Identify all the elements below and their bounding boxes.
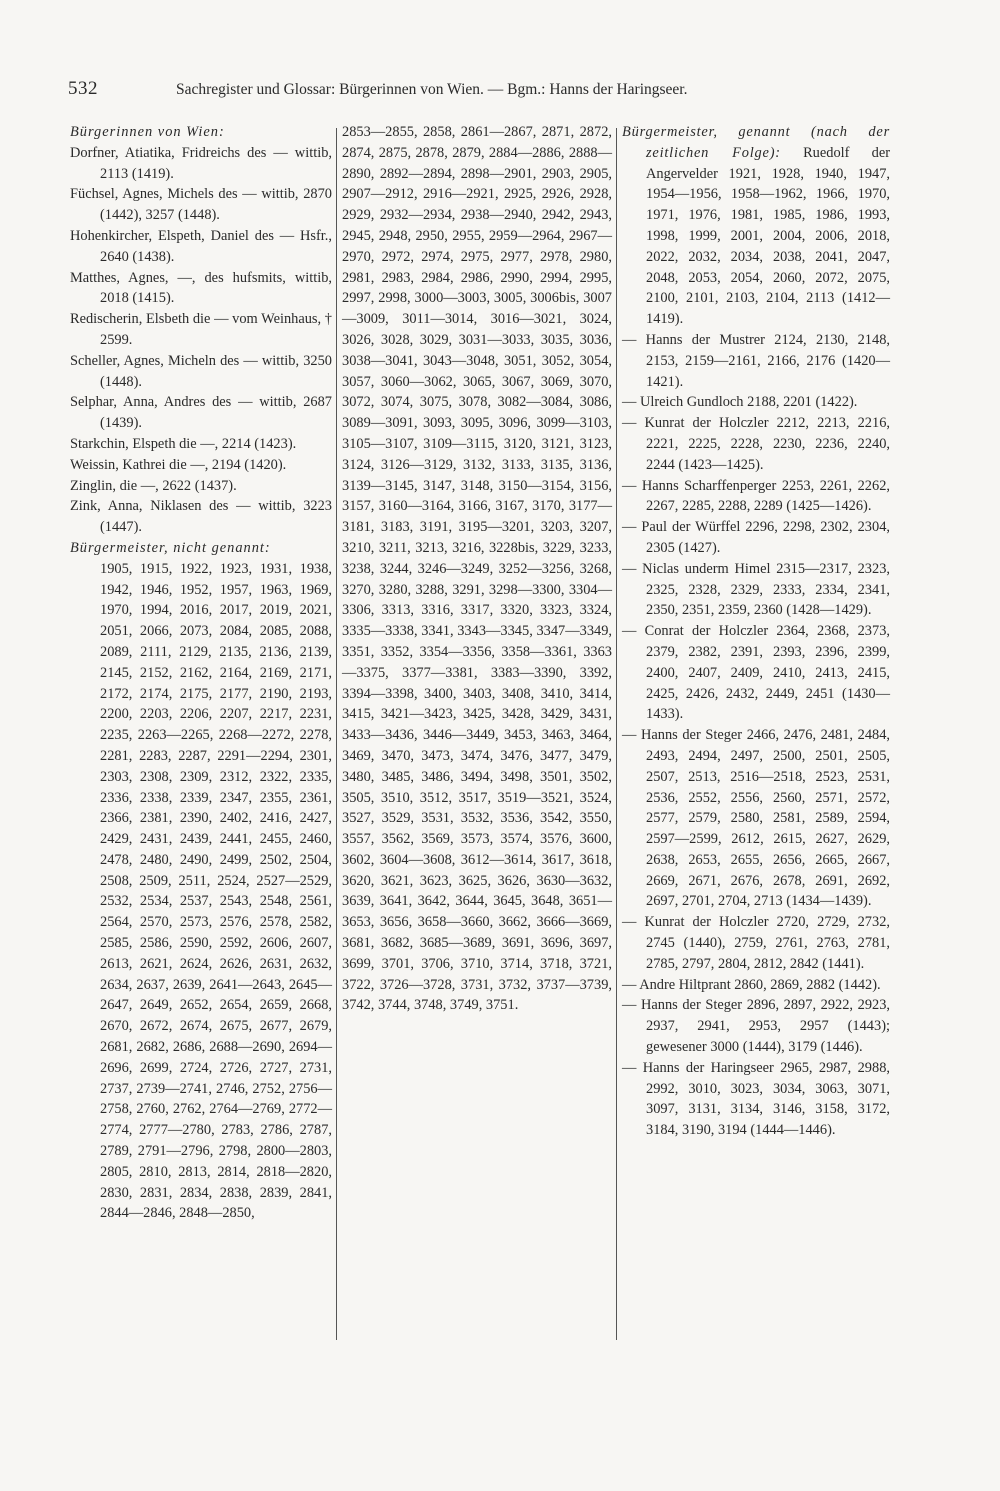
index-entry: Scheller, Agnes, Micheln des — wittib, 3250 (1448). bbox=[70, 352, 332, 390]
index-entry: Hohenkircher, Elspeth, Daniel des — Hsfr., 2640 (1438). bbox=[70, 227, 332, 265]
index-entry: Zink, Anna, Niklasen des — wittib, 3223 (1447). bbox=[70, 498, 332, 536]
number-list-continued: 2853—2855, 2858, 2861—2867, 2871, 2872, 2874, 2875, 2878, 2879, 2884—2886, 2888—2890, 2892—2894, 2898—2901, 2903, 2905, 2907—2912, 2916—2921, 2925, 2926, 2928, 2929, 2932—2934, 2938—2940, 2942, 2943, 2945, 2948, 2950, 2955, 2959—2964, 2967—2970, 2972, 2974, 2975, 2977, 2978, 2980, 2981, 2983, 2984, 2986, 2990, 2994, 2995, 2997, 2998, 3000—3003, 3005, 3006bis, 3007—3009, 3011—3014, 3016—3021, 3024, 3026, 3028, 3029, 3031—3033, 3035, 3036, 3038—3041, 3043—3048, 3051, 3052, 3054, 3057, 3060—3062, 3065, 3067, 3069, 3070, 3072, 3074, 3075, 3078, 3082—3084, 3086, 3089—3091, 3093, 3095, 3096, 3099—3103, 3105—3107, 3109—3115, 3120, 3121, 3123, 3124, 3126—3129, 3132, 3133, 3135, 3136, 3139—3145, 3147, 3148, 3150—3154, 3156, 3157, 3160—3164, 3166, 3167, 3170, 3177—3181, 3183, 3191, 3195—3201, 3203, 3207, 3210, 3211, 3213, 3216, 3228bis, 3229, 3233, 3238, 3244, 3246—3249, 3252—3256, 3268, 3270, 3280, 3288, 3291, 3298—3300, 3304—3306, 3313, 3316, 3317, 3320, 3323, 3324, 3335—3338, 3341, 3343—3345, 3347—3349, 3351, 3352, 3354—3356, 3358—3361, 3363—3375, 3377—3381, 3383—3390, 3392, 3394—3398, 3400, 3403, 3408, 3410, 3414, 3415, 3421—3423, 3425, 3428, 3429, 3431, 3433—3436, 3446—3449, 3453, 3463, 3464, 3469, 3470, 3473, 3474, 3476, 3477, 3479, 3480, 3485, 3486, 3494, 3498, 3501, 3502, 3505, 3510, 3512, 3517, 3519—3521, 3524, 3527, 3529, 3531, 3532, 3536, 3542, 3550, 3557, 3562, 3569, 3573, 3574, 3576, 3600, 3602, 3604—3608, 3612—3614, 3617, 3618, 3620, 3621, 3623, 3625, 3626, 3630—3632, 3639, 3641, 3642, 3644, 3645, 3648, 3651—3653, 3656, 3658—3660, 3662, 3666—3669, 3681, 3682, 3685—3689, 3691, 3696, 3697, 3699, 3701, 3706, 3710, 3714, 3718, 3721, 3722, 3726—3728, 3731, 3732, 3737—3739, 3742, 3744, 3748, 3749, 3751. bbox=[342, 124, 612, 1014]
section-title-buergermeister-genannt: Bürgermeister, genannt (nach der zeitlichen Folge): bbox=[622, 124, 890, 161]
column-divider-right bbox=[616, 128, 617, 1340]
index-entry: Füchsel, Agnes, Michels des — wittib, 2870 (1442), 3257 (1448). bbox=[70, 186, 332, 224]
running-title: Sachregister und Glossar: Bürgerinnen von Wien. — Bgm.: Hanns der Haringseer. bbox=[176, 81, 688, 98]
mayor-entry: — Andre Hiltprant 2860, 2869, 2882 (1442). bbox=[622, 976, 881, 993]
column-middle bbox=[342, 122, 612, 1016]
mayor-entry: — Paul der Würffel 2296, 2298, 2302, 2304, 2305 (1427). bbox=[622, 519, 890, 556]
mayor-entry: — Kunrat der Holczler 2720, 2729, 2732, 2745 (1440), 2759, 2761, 2763, 2781, 2785, 2797, 2804, 2812, 2842 (1441). bbox=[622, 914, 890, 972]
index-entry: Redischerin, Elsbeth die — vom Weinhaus, † 2599. bbox=[70, 311, 332, 348]
index-entry: Matthes, Agnes, —, des hufsmits, wittib, 2018 (1415). bbox=[70, 269, 332, 307]
mayor-entry: — Hanns der Steger 2466, 2476, 2481, 2484, 2493, 2494, 2497, 2500, 2501, 2505, 2507, 2513, 2516—2518, 2523, 2531, 2536, 2552, 2556, 2560, 2571, 2572, 2577, 2579, 2580, 2581, 2589, 2594, 2597—2599, 2612, 2615, 2627, 2629, 2638, 2653, 2655, 2656, 2665, 2667, 2669, 2671, 2676, 2678, 2691, 2692, 2697, 2701, 2704, 2713 (1434—1439). bbox=[622, 727, 890, 910]
number-list: 1905, 1915, 1922, 1923, 1931, 1938, 1942, 1946, 1952, 1957, 1963, 1969, 1970, 1994, 2016, 2017, 2019, 2021, 2051, 2066, 2073, 2084, 2085, 2088, 2089, 2111, 2129, 2135, 2136, 2139, 2145, 2152, 2162, 2164, 2169, 2171, 2172, 2174, 2175, 2177, 2190, 2193, 2200, 2203, 2206, 2207, 2217, 2231, 2235, 2263—2265, 2268—2272, 2278, 2281, 2283, 2287, 2291—2294, 2301, 2303, 2308, 2309, 2312, 2322, 2335, 2336, 2338, 2339, 2347, 2355, 2361, 2366, 2381, 2390, 2402, 2416, 2427, 2429, 2431, 2439, 2441, 2455, 2460, 2478, 2480, 2490, 2499, 2502, 2504, 2508, 2509, 2511, 2524, 2527—2529, 2532, 2534, 2537, 2543, 2548, 2561, 2564, 2570, 2573, 2576, 2578, 2582, 2585, 2586, 2590, 2592, 2606, 2607, 2613, 2621, 2624, 2626, 2631, 2632, 2634, 2637, 2639, 2641—2643, 2645—2647, 2649, 2652, 2654, 2659, 2668, 2670, 2672, 2674, 2675, 2677, 2679, 2681, 2682, 2686, 2688—2690, 2694—2696, 2699, 2724, 2726, 2727, 2731, 2737, 2739—2741, 2746, 2752, 2756—2758, 2760, 2762, 2764—2769, 2772—2774, 2777—2780, 2783, 2786, 2787, 2789, 2791—2796, 2798, 2800—2803, 2805, 2810, 2813, 2814, 2818—2820, 2830, 2831, 2834, 2838, 2839, 2841, 2844—2846, 2848—2850, bbox=[100, 560, 332, 1222]
index-entry: Zinglin, die —, 2622 (1437). bbox=[70, 477, 237, 494]
mayor-entry: — Hanns der Haringseer 2965, 2987, 2988, 2992, 3010, 3023, 3034, 3063, 3071, 3097, 3131, 3134, 3146, 3158, 3172, 3184, 3190, 3194 (1444—1446). bbox=[622, 1059, 890, 1139]
first-mayor-entry: Ruedolf der Angervelder 1921, 1928, 1940, 1947, 1954—1956, 1958—1962, 1966, 1970, 1971, 1976, 1981, 1985, 1986, 1993, 1998, 1999, 2001, 2004, 2006, 2018, 2022, 2032, 2034, 2038, 2041, 2047, 2048, 2053, 2054, 2060, 2072, 2075, 2100, 2101, 2103, 2104, 2113 (1412—1419). bbox=[646, 144, 890, 328]
page-header bbox=[68, 78, 938, 104]
section-title-buergermeister-nicht-genannt: Bürgermeister, nicht genannt: bbox=[70, 539, 271, 556]
column-left bbox=[70, 122, 332, 1224]
mayor-entry: — Hanns der Mustrer 2124, 2130, 2148, 2153, 2159—2161, 2166, 2176 (1420—1421). bbox=[622, 331, 890, 390]
mayor-entry: — Niclas underm Himel 2315—2317, 2323, 2325, 2328, 2329, 2333, 2334, 2341, 2350, 2351, 2359, 2360 (1428—1429). bbox=[622, 560, 890, 619]
index-entry: Dorfner, Atiatika, Fridreichs des — wittib, 2113 (1419). bbox=[70, 144, 332, 182]
mayor-entry: — Hanns der Steger 2896, 2897, 2922, 2923, 2937, 2941, 2953, 2957 (1443); gewesener 3000 (1444), 3179 (1446). bbox=[622, 997, 890, 1056]
column-divider-left bbox=[336, 128, 337, 1340]
section-buergermeister-genannt bbox=[622, 122, 890, 330]
mayor-entry: — Kunrat der Holczler 2212, 2213, 2216, 2221, 2225, 2228, 2230, 2236, 2240, 2244 (1423—1425). bbox=[622, 415, 890, 473]
mayor-entry: — Conrat der Holczler 2364, 2368, 2373, 2379, 2382, 2391, 2393, 2396, 2399, 2400, 2407, 2409, 2410, 2413, 2415, 2425, 2426, 2432, 2449, 2451 (1430—1433). bbox=[622, 623, 890, 723]
section-title-buergerinnen: Bürgerinnen von Wien: bbox=[70, 124, 225, 140]
index-entry: Selphar, Anna, Andres des — wittib, 2687 (1439). bbox=[70, 394, 332, 432]
index-entry: Weissin, Kathrei die —, 2194 (1420). bbox=[70, 456, 287, 473]
page-number: 532 bbox=[68, 78, 98, 99]
column-right bbox=[622, 122, 890, 1141]
index-entry: Starkchin, Elspeth die —, 2214 (1423). bbox=[70, 435, 297, 452]
mayor-entry: — Hanns Scharffenperger 2253, 2261, 2262, 2267, 2285, 2288, 2289 (1425—1426). bbox=[622, 477, 890, 515]
mayor-entry: — Ulreich Gundloch 2188, 2201 (1422). bbox=[622, 394, 858, 411]
